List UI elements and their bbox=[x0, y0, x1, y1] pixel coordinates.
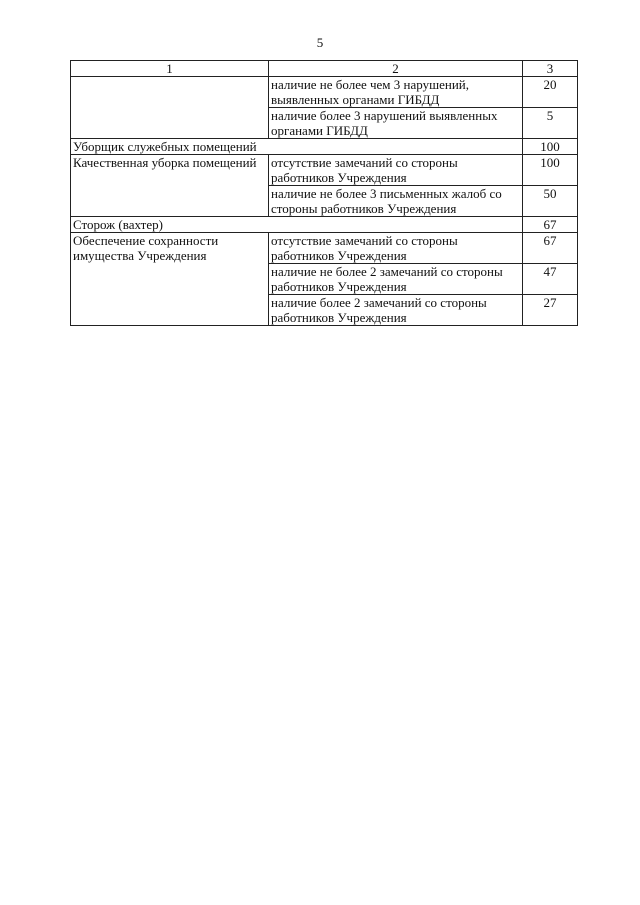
score-cell: 67 bbox=[523, 233, 578, 264]
position-score: 100 bbox=[523, 139, 578, 155]
criterion-cell: наличие более 3 нарушений выявленных органами ГИБДД bbox=[269, 108, 523, 139]
criterion-cell: отсутствие замечаний со стороны работников Учреждения bbox=[269, 233, 523, 264]
indicator-cell: Качественная уборка помещений bbox=[71, 155, 269, 217]
indicator-cell-empty bbox=[71, 77, 269, 139]
criterion-cell: наличие более 2 замечаний со стороны работников Учреждения bbox=[269, 295, 523, 326]
criterion-cell: наличие не более 3 письменных жалоб со стороны работников Учреждения bbox=[269, 186, 523, 217]
position-title: Уборщик служебных помещений bbox=[71, 139, 523, 155]
indicator-cell: Обеспечение сохранности имущества Учреждения bbox=[71, 233, 269, 326]
page-number: 5 bbox=[316, 35, 324, 50]
criterion-cell: отсутствие замечаний со стороны работников Учреждения bbox=[269, 155, 523, 186]
score-cell: 47 bbox=[523, 264, 578, 295]
column-header-1: 1 bbox=[71, 61, 269, 77]
position-title: Сторож (вахтер) bbox=[71, 217, 523, 233]
criteria-table bbox=[70, 60, 578, 326]
criterion-cell: наличие не более чем 3 нарушений, выявленных органами ГИБДД bbox=[269, 77, 523, 108]
score-cell: 5 bbox=[523, 108, 578, 139]
score-cell: 100 bbox=[523, 155, 578, 186]
table-row bbox=[71, 77, 578, 108]
position-row bbox=[71, 139, 578, 155]
criterion-cell: наличие не более 2 замечаний со стороны работников Учреждения bbox=[269, 264, 523, 295]
position-row bbox=[71, 217, 578, 233]
score-cell: 20 bbox=[523, 77, 578, 108]
position-score: 67 bbox=[523, 217, 578, 233]
table-row bbox=[71, 155, 578, 186]
table-row bbox=[71, 233, 578, 264]
score-cell: 27 bbox=[523, 295, 578, 326]
column-header-3: 3 bbox=[523, 61, 578, 77]
table-header-row bbox=[71, 61, 578, 77]
score-cell: 50 bbox=[523, 186, 578, 217]
column-header-2: 2 bbox=[269, 61, 523, 77]
